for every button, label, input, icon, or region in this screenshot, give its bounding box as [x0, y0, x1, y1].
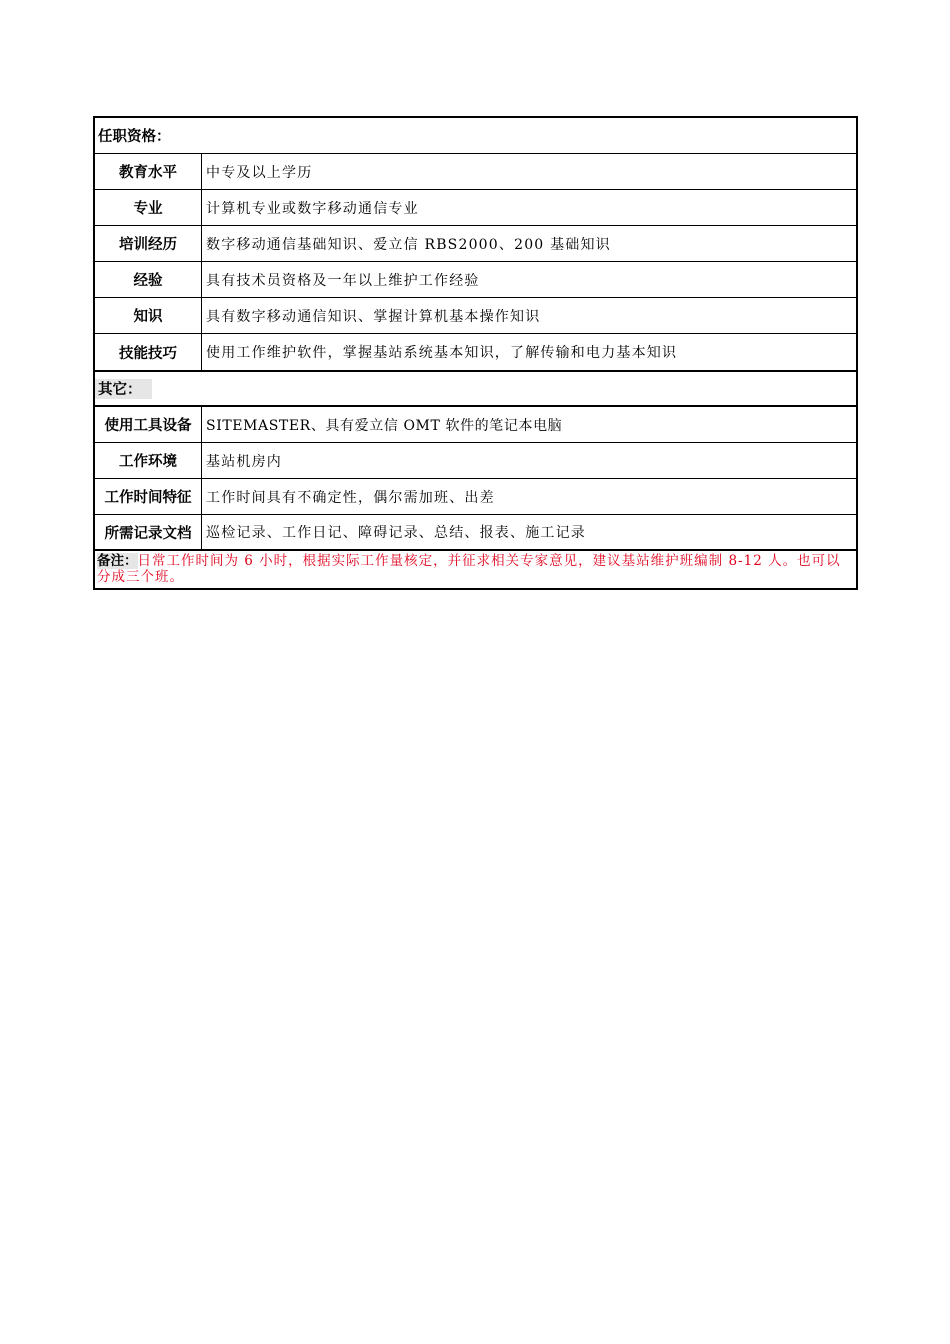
- experience-value: 具有技术员资格及一年以上维护工作经验: [206, 272, 480, 289]
- skills-value: 使用工作维护软件，掌握基站系统基本知识，了解传输和电力基本知识: [206, 345, 678, 361]
- training-label: 培训经历: [95, 226, 202, 261]
- job-qualification-table: [93, 116, 858, 590]
- skills-label: 技能技巧: [95, 334, 202, 370]
- others-heading: 其它：: [95, 379, 152, 399]
- major-label: 专业: [95, 190, 202, 225]
- table-row-knowledge: [95, 298, 856, 334]
- work-time-label: 工作时间特征: [95, 479, 202, 514]
- work-time-value: 工作时间具有不确定性，偶尔需加班、出差: [206, 489, 495, 506]
- documents-label: 所需记录文档: [95, 515, 202, 549]
- knowledge-value: 具有数字移动通信知识、掌握计算机基本操作知识: [206, 308, 541, 325]
- table-row-work-time: [95, 479, 856, 515]
- qualifications-heading-row: [95, 118, 856, 154]
- table-row-training: [95, 226, 856, 262]
- environment-label: 工作环境: [95, 443, 202, 478]
- note-text: 日常工作时间为 6 小时，根据实际工作量核定，并征求相关专家意见，建议基站维护班编制 8-12 人。也可以分成三个班。: [97, 553, 841, 585]
- others-heading-row: [95, 370, 856, 407]
- table-row-major: [95, 190, 856, 226]
- documents-value: 巡检记录、工作日记、障碍记录、总结、报表、施工记录: [206, 525, 586, 541]
- table-row-skills: [95, 334, 856, 370]
- experience-label: 经验: [95, 262, 202, 297]
- training-value: 数字移动通信基础知识、爱立信 RBS2000、200 基础知识: [206, 236, 611, 253]
- knowledge-label: 知识: [95, 298, 202, 333]
- table-row-environment: [95, 443, 856, 479]
- table-row-experience: [95, 262, 856, 298]
- qualifications-heading: 任职资格：: [98, 129, 171, 145]
- table-row-education: [95, 154, 856, 190]
- note-block: [95, 551, 856, 588]
- tools-label: 使用工具设备: [95, 407, 202, 442]
- major-value: 计算机专业或数字移动通信专业: [206, 200, 419, 217]
- education-label: 教育水平: [95, 154, 202, 189]
- education-value: 中专及以上学历: [206, 164, 313, 181]
- environment-value: 基站机房内: [206, 453, 282, 470]
- note-label: 备注：: [97, 553, 138, 569]
- tools-value: SITEMASTER、具有爱立信 OMT 软件的笔记本电脑: [206, 417, 563, 434]
- table-row-tools: [95, 407, 856, 443]
- table-row-documents: [95, 515, 856, 551]
